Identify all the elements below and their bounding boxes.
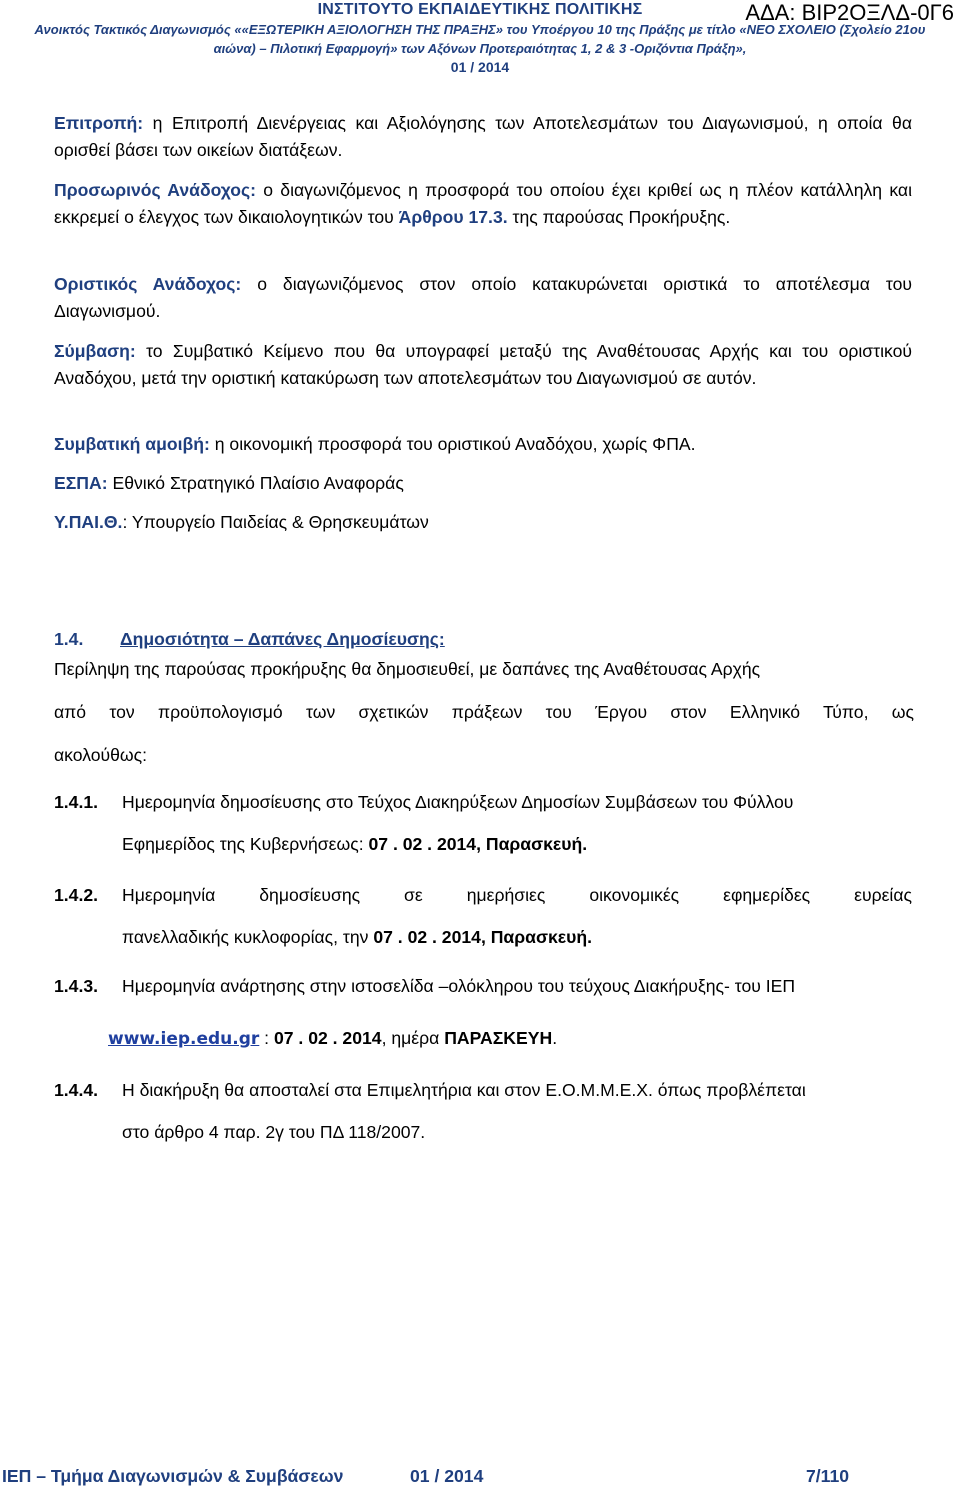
definition-text: η Επιτροπή Διενέργειας και Αξιολόγησης των Αποτελεσμάτων του Διαγωνισμού, η οποία θα ορισθεί βάσει των οικείων διατάξεων. xyxy=(54,113,912,160)
definition-text: : Υπουργείο Παιδείας & Θρησκευμάτων xyxy=(122,512,429,532)
definition-committee xyxy=(54,110,912,164)
item-line-1: Η διακήρυξη θα αποσταλεί στα Επιμελητήρια και στον Ε.Ο.Μ.Μ.Ε.Χ. όπως προβλέπεται xyxy=(122,1080,806,1100)
item-text: : xyxy=(259,1028,274,1048)
section-intro-line-1: Περίληψη της παρούσας προκήρυξης θα δημοσιευθεί, με δαπάνες της Αναθέτουσας Αρχής xyxy=(54,659,761,679)
definition-term: Συμβατική αμοιβή: xyxy=(54,434,210,454)
footer-date: 01 / 2014 xyxy=(410,1466,484,1486)
definition-ministry xyxy=(54,509,912,536)
definition-term: Προσωρινός Ανάδοχος: xyxy=(54,180,256,200)
article-reference: Άρθρου 17.3. xyxy=(398,207,508,227)
organization-name: ΙΝΣΤΙΤΟΥΤΟ ΕΚΠΑΙΔΕΥΤΙΚΗΣ ΠΟΛΙΤΙΚΗΣ xyxy=(317,1,643,18)
definition-term: Επιτροπή: xyxy=(54,113,144,133)
definition-term: Σύμβαση: xyxy=(54,341,136,361)
item-date: 07 . 02 . 2014, Παρασκευή. xyxy=(368,834,588,854)
definition-espa xyxy=(54,470,912,497)
item-line-2: στο άρθρο 4 παρ. 2γ του ΠΔ 118/2007. xyxy=(122,1122,426,1142)
section-title: Δημοσιότητα – Δαπάνες Δημοσίευσης: xyxy=(120,629,445,649)
section-intro-line-2: από τον προϋπολογισμό των σχετικών πράξεων του Έργου στον Ελληνικό Τύπο, ως xyxy=(54,702,914,722)
item-number: 1.4.2. xyxy=(54,885,99,905)
definition-provisional-contractor xyxy=(54,177,912,231)
ada-code: ΑΔΑ: ΒΙΡ2ΟΞΛΔ-0Γ6 xyxy=(745,0,954,25)
list-item-1-4-3 xyxy=(54,973,912,1049)
item-text: Εφημερίδος της Κυβερνήσεως: xyxy=(122,834,369,854)
item-text: πανελλαδικής κυκλοφορίας, την xyxy=(122,927,374,947)
definition-contract xyxy=(54,338,912,392)
item-line-1: Ημερομηνία ανάρτησης στην ιστοσελίδα –ολόκληρου του τεύχους Διακήρυξης- του ΙΕΠ xyxy=(122,976,796,996)
list-item-1-4-4 xyxy=(54,1077,912,1142)
item-number: 1.4.4. xyxy=(54,1080,99,1100)
definition-text: ο διαγωνιζόμενος στον οποίο κατακυρώνεται οριστικά το αποτέλεσμα του Διαγωνισμού. xyxy=(54,274,912,321)
tender-title-line-2: αιώνα) – Πιλοτική Εφαρμογή» των Αξόνων Προτεραιότητας 1, 2 & 3 -Οριζόντια Πράξη», xyxy=(213,41,747,56)
header-date: 01 / 2014 xyxy=(450,59,510,75)
item-day: ΠΑΡΑΣΚΕΥΗ xyxy=(444,1028,553,1048)
item-line-2 xyxy=(122,831,587,857)
list-item-1-4-2 xyxy=(54,882,912,947)
website-link[interactable]: www.iep.edu.gr xyxy=(108,1029,260,1049)
item-number: 1.4.1. xyxy=(54,792,99,812)
definition-contract-fee xyxy=(54,431,912,458)
page-number: 7/110 xyxy=(806,1466,850,1486)
footer-department: ΙΕΠ – Τμήμα Διαγωνισμών & Συμβάσεων xyxy=(2,1466,344,1486)
definition-final-contractor xyxy=(54,271,912,325)
definition-text: ο διαγωνιζόμενος η προσφορά του οποίου έχει κριθεί ως η πλέον κατάλληλη και εκκρεμεί ο έλεγχος των δικαιολογητικών του xyxy=(54,180,912,227)
definition-text: το Συμβατικό Κείμενο που θα υπογραφεί μεταξύ της Αναθέτουσας Αρχής και του οριστικού Αναδόχου, μετά την οριστική κατακύρωση των αποτελεσμάτων του Διαγωνισμού σε αυτόν. xyxy=(54,341,912,388)
list-item-1-4-1 xyxy=(54,789,912,854)
item-line-1: Ημερομηνία δημοσίευσης σε ημερήσιες οικονομικές εφημερίδες ευρείας xyxy=(122,885,912,905)
item-line-2 xyxy=(108,1025,557,1052)
definition-term: Υ.ΠΑΙ.Θ. xyxy=(54,512,123,532)
item-text: . xyxy=(552,1028,558,1048)
item-date: 07 . 02 . 2014, Παρασκευή. xyxy=(373,927,593,947)
section-number: 1.4. xyxy=(54,629,84,649)
item-date: 07 . 02 . 2014 xyxy=(273,1028,382,1048)
tender-title-line-1: Ανοικτός Τακτικός Διαγωνισμός ««ΕΞΩΤΕΡΙΚΗ ΑΞΙΟΛΟΓΗΣΗ ΤΗΣ ΠΡΑΞΗΣ» του Υποέργου 10 της Πράξης με τίτλο «ΝΕΟ ΣΧΟΛΕΙΟ (Σχολείο 21ου xyxy=(34,22,926,37)
definition-text: Εθνικό Στρατηγικό Πλαίσιο Αναφοράς xyxy=(107,473,404,493)
item-line-1: Ημερομηνία δημοσίευσης στο Τεύχος Διακηρύξεων Δημοσίων Συμβάσεων του Φύλλου xyxy=(122,792,794,812)
definition-text: της παρούσας Προκήρυξης. xyxy=(507,207,731,227)
item-line-2 xyxy=(122,924,592,950)
item-number: 1.4.3. xyxy=(54,976,99,996)
definition-term: Οριστικός Ανάδοχος: xyxy=(54,274,242,294)
section-heading xyxy=(54,626,914,652)
item-text: , ημέρα xyxy=(381,1028,445,1048)
definition-term: ΕΣΠΑ: xyxy=(54,473,108,493)
section-intro-line-3: ακολούθως: xyxy=(54,745,148,765)
page-header xyxy=(0,0,960,77)
definition-text: η οικονομική προσφορά του οριστικού Αναδόχου, χωρίς ΦΠΑ. xyxy=(209,434,696,454)
